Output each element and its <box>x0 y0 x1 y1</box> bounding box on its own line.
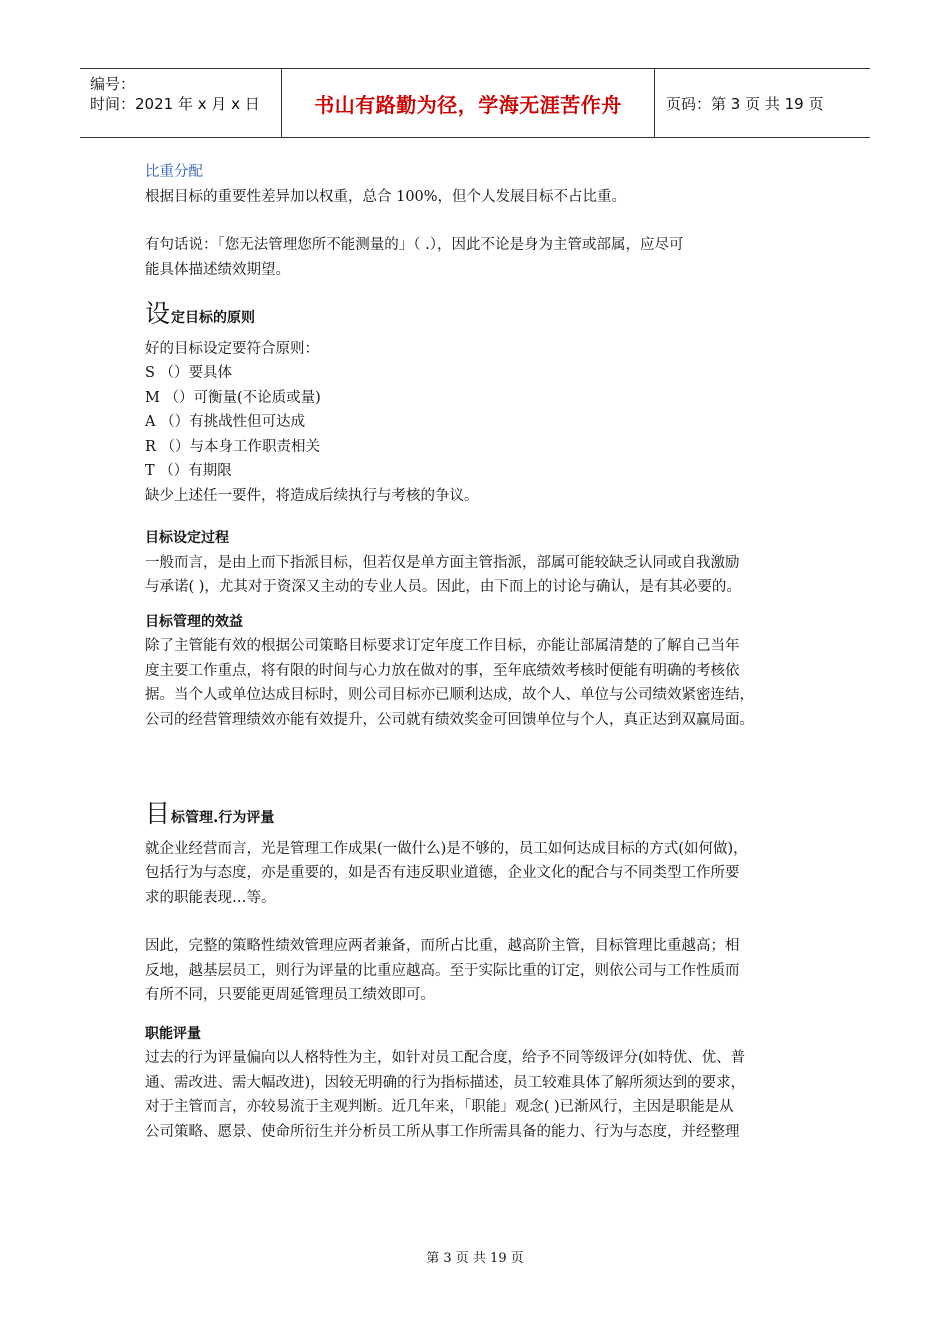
principle-item: S （）要具体 <box>145 365 233 381</box>
quote-line-1: 有句话说：「您无法管理您所不能测量的」（ .），因此不论是身为主管或部属，应尽可 <box>145 237 684 253</box>
process-title: 目标设定过程 <box>145 530 229 546</box>
weight-text: 根据目标的重要性差异加以权重，总合 100%，但个人发展目标不占比重。 <box>145 188 627 205</box>
weight-title: 比重分配 <box>145 164 203 180</box>
section2-p2-line: 因此，完整的策略性绩效管理应两者兼备，而所占比重，越高阶主管，目标管理比重越高；相 <box>145 938 740 954</box>
header-left-cell <box>80 69 280 137</box>
principle-item: T （）有期限 <box>145 463 232 479</box>
principles-heading-initial: 设 <box>145 299 171 328</box>
principle-item: M （）可衡量(不论质或量) <box>145 389 321 406</box>
process-line: 与承诺( )，尤其对于资深又主动的专业人员。因此，由下而上的讨论与确认，是有其必要的。 <box>145 579 741 595</box>
principles-heading <box>145 299 810 331</box>
section2-p2-line: 有所不同，只要能更周延管理员工绩效即可。 <box>145 987 435 1003</box>
header-motto-cell <box>281 69 655 137</box>
section2-p1-line: 就企业经营而言，光是管理工作成果(一做什么)是不够的，员工如何达成目标的方式(如何做)， <box>145 840 748 857</box>
benefit-line: 据。当个人或单位达成目标时，则公司目标亦已顺利达成，故个人、单位与公司绩效紧密连结， <box>145 687 754 703</box>
section2-p1-line: 包括行为与态度，亦是重要的，如是否有违反职业道德，企业文化的配合与不同类型工作所要 <box>145 865 740 881</box>
page-footer: 第 3 页 共 19 页 <box>426 1251 524 1266</box>
document-body <box>145 160 810 1144</box>
page-header <box>80 68 870 138</box>
section2-heading <box>145 799 810 831</box>
section2-heading-rest: 标管理.行为评量 <box>171 810 275 826</box>
process-line: 一般而言，是由上而下指派目标，但若仅是单方面主管指派，部属可能较缺乏认同或自我激励 <box>145 554 740 571</box>
section2-heading-initial: 目 <box>145 799 171 828</box>
competency-title: 职能评量 <box>145 1025 201 1042</box>
benefit-line: 除了主管能有效的根据公司策略目标要求订定年度工作目标，亦能让部属清楚的了解自己当年 <box>145 638 740 654</box>
principle-item: R （）与本身工作职责相关 <box>145 438 321 455</box>
competency-line: 对于主管而言，亦较易流于主观判断。近几年来，「职能」观念( )已渐风行，主因是职能是从 <box>145 1099 734 1115</box>
competency-line: 通、需改进、需大幅改进)，因较无明确的行为指标描述，员工较难具体了解所须达到的要求， <box>145 1074 746 1091</box>
section2-p1-line: 求的职能表现…等。 <box>145 889 276 906</box>
principles-intro: 好的目标设定要符合原则： <box>145 340 319 357</box>
competency-line: 过去的行为评量偏向以人格特性为主，如针对员工配合度，给予不同等级评分(如特优、优、普 <box>145 1050 746 1066</box>
number-label: 编号： <box>90 75 136 93</box>
principles-heading-rest: 定目标的原则 <box>171 310 256 326</box>
time-label: 时间：2021 年 x 月 x 日 <box>90 95 260 113</box>
motto: 书山有路勤为径，学海无涯苦作舟 <box>314 93 622 117</box>
benefit-title: 目标管理的效益 <box>145 613 243 630</box>
benefit-line: 公司的经营管理绩效亦能有效提升，公司就有绩效奖金可回馈单位与个人，真正达到双赢局面。 <box>145 711 754 728</box>
principles-outro: 缺少上述任一要件，将造成后续执行与考核的争议。 <box>145 487 479 504</box>
principle-item: A （）有挑战性但可达成 <box>145 414 306 430</box>
benefit-line: 度主要工作重点，将有限的时间与心力放在做对的事，至年底绩效考核时便能有明确的考核依 <box>145 662 740 679</box>
quote-line-2: 能具体描述绩效期望。 <box>145 261 290 278</box>
section2-p2-line: 反地，越基层员工，则行为评量的比重应越高。至于实际比重的订定，则依公司与工作性质而 <box>145 962 740 979</box>
header-page-cell <box>654 69 870 137</box>
page-info: 页码：第 3 页 共 19 页 <box>666 95 824 113</box>
competency-line: 公司策略、愿景、使命所衍生并分析员工所从事工作所需具备的能力、行为与态度，并经整理 <box>145 1123 740 1140</box>
